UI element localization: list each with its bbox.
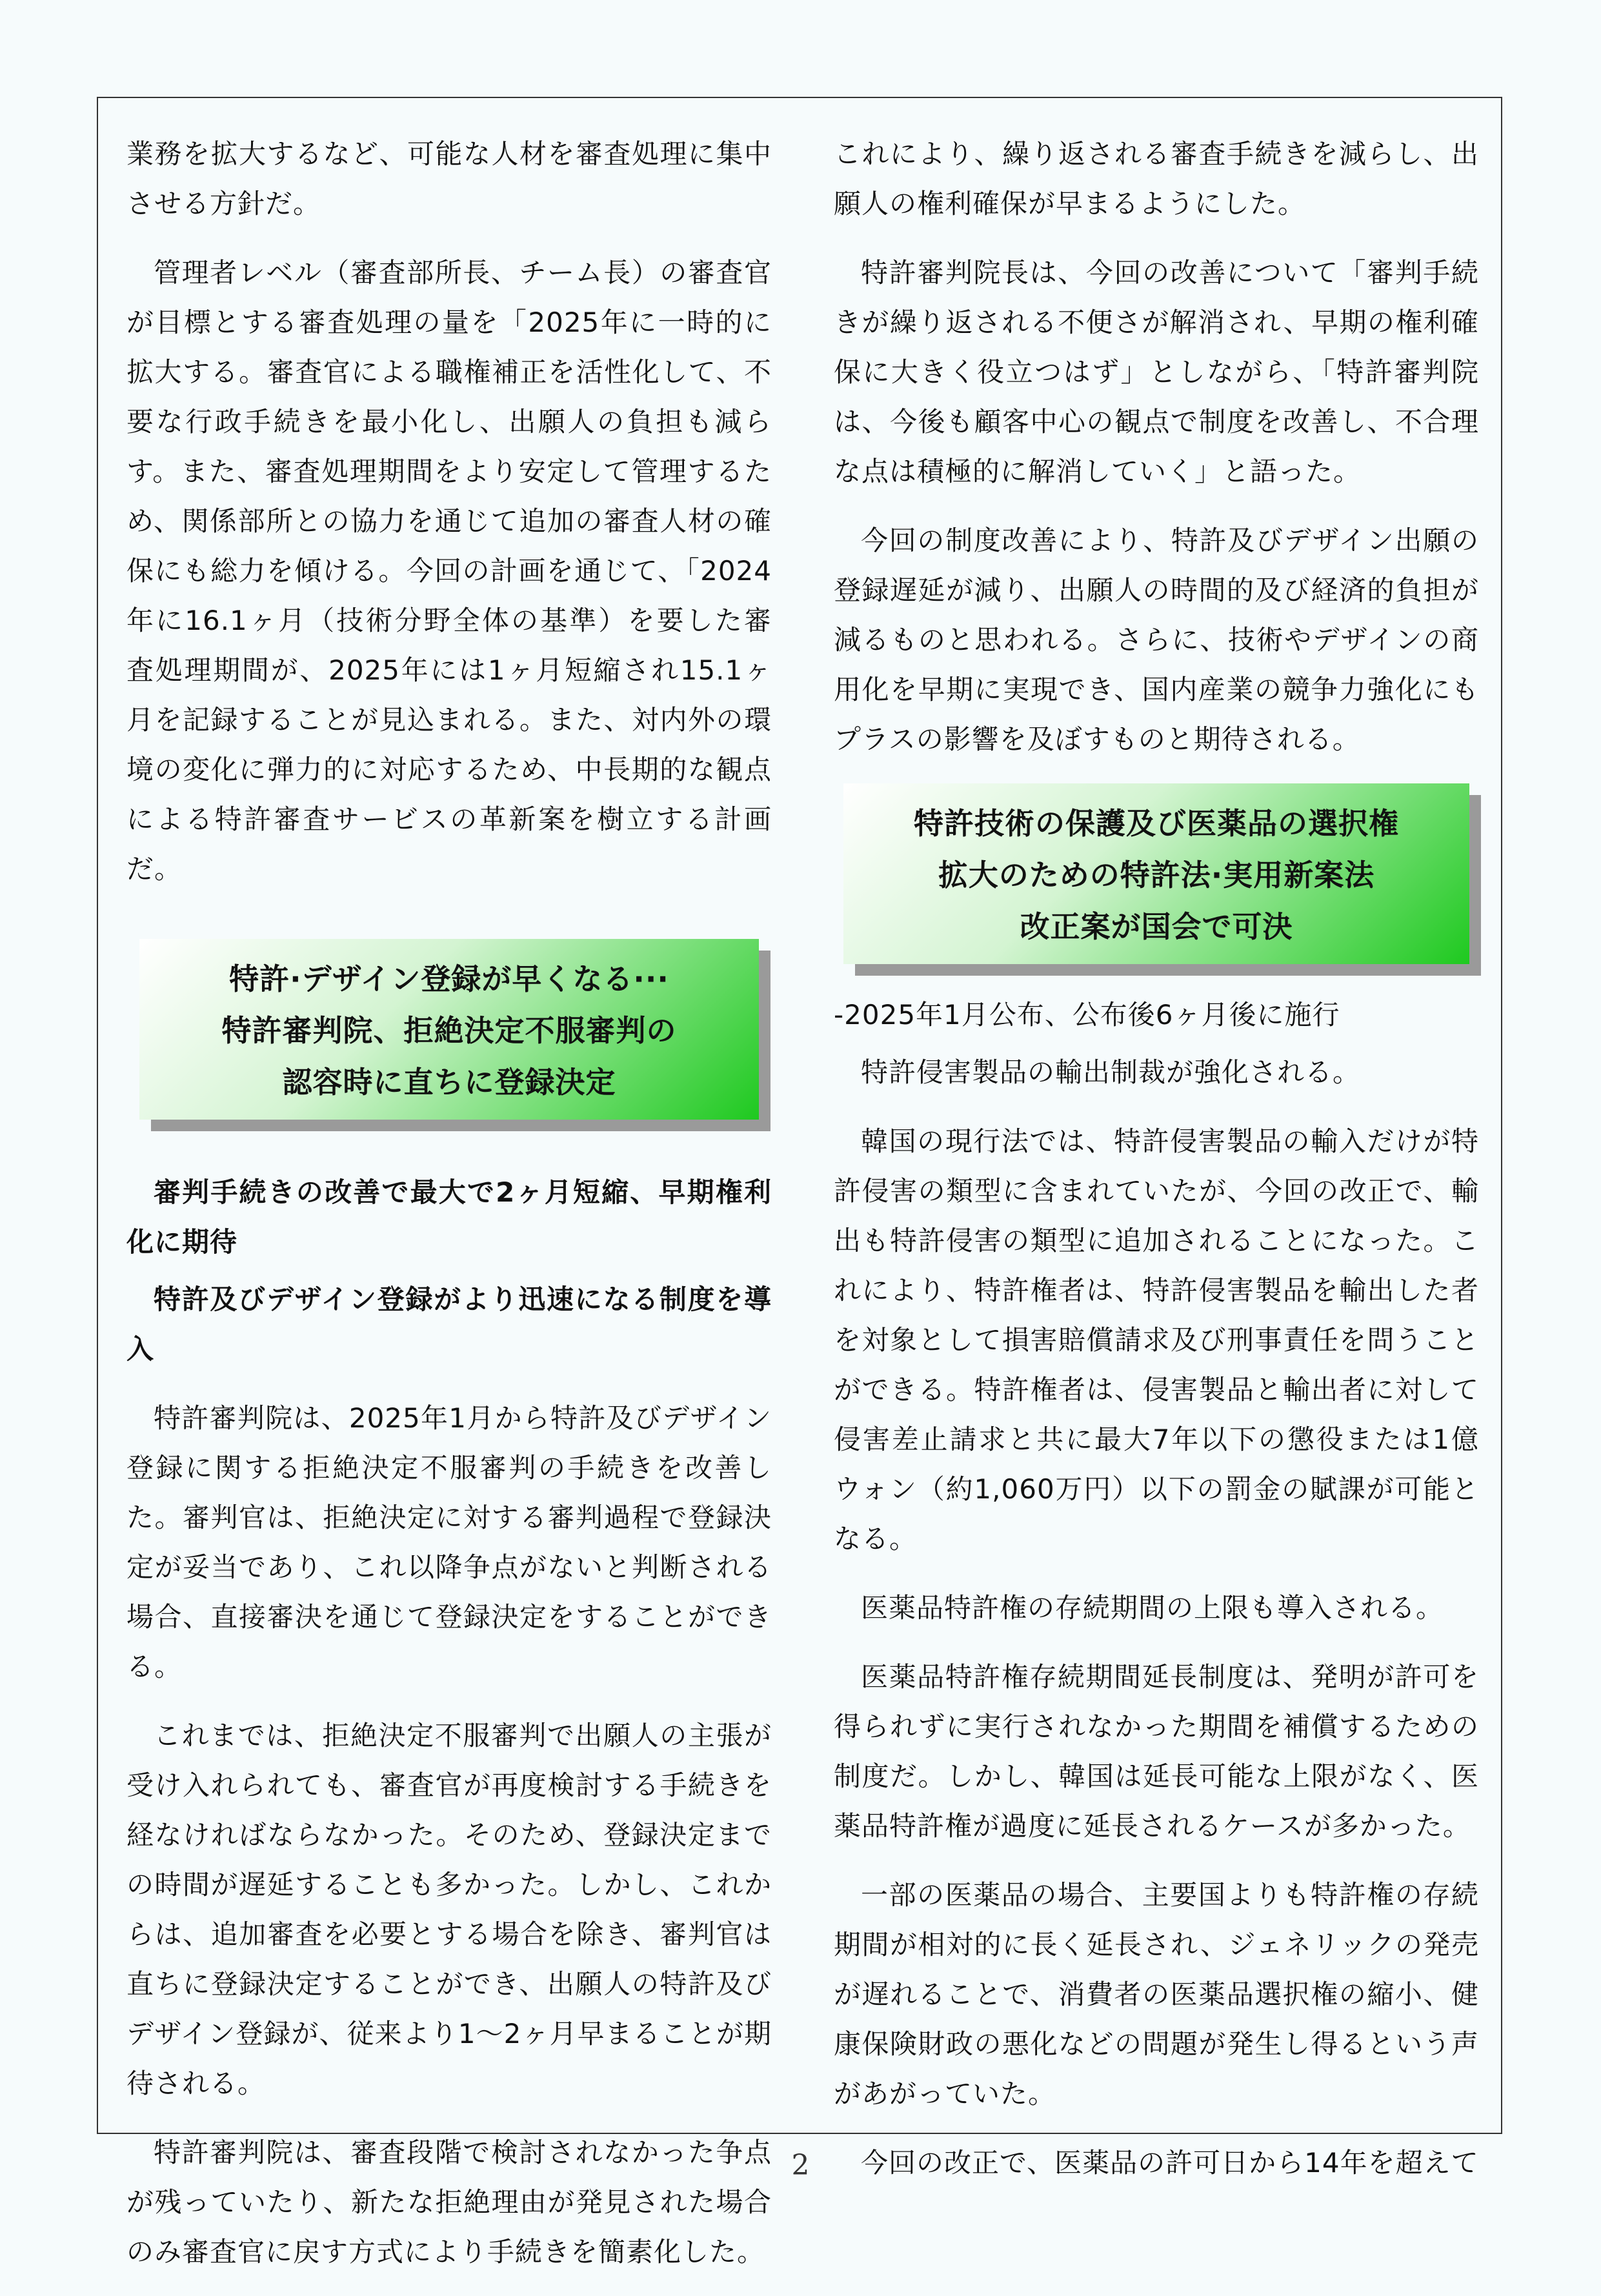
- section-heading-line: 特許技術の保護及び医薬品の選択権: [914, 806, 1399, 841]
- left-paragraph: 管理者レベル（審査部所長、チーム長）の審査官が目標とする審査処理の量を「2025年に一時的に拡大する。審査官による職権補正を活性化して、不要な行政手続きを最小化し、出願人の負担も減らす。また、審査処理期間をより安定して管理するため、関係部所との協力を通じて追加の審査人材の確保にも総力を傾ける。今回の計画を通じて、「2024年に16.1ヶ月（技術分野全体の基準）を要した審査処理期間が、2025年には1ヶ月短縮され15.1ヶ月を記録することが見込まれる。また、対内外の環境の変化に弾力的に対応するため、中長期的な観点による特許審査サービスの革新案を樹立する計画だ。: [126, 257, 772, 885]
- left-column: [126, 129, 772, 2296]
- section-heading-line: 改正案が国会で可決: [1020, 909, 1293, 944]
- section-heading-line: 特許·デザイン登録が早くなる···: [229, 962, 669, 996]
- section-heading-line: 特許審判院、拒絶決定不服審判の: [221, 1013, 677, 1048]
- right-paragraph: 特許審判院長は、今回の改善について「審判手続きが繰り返される不便さが解消され、早期の権利確保に大きく役立つはず」としながら、「特許審判院は、今後も顧客中心の観点で制度を改善し、不合理な点は積極的に解消していく」と語った。: [834, 257, 1479, 487]
- section-heading-line: 拡大のための特許法·実用新案法: [938, 858, 1375, 892]
- right-paragraph: 特許侵害製品の輸出制裁が強化される。: [861, 1056, 1361, 1088]
- section-heading-box: [139, 939, 759, 1120]
- subline: -2025年1月公布、公布後6ヶ月後に施行: [834, 999, 1340, 1031]
- subheading: 審判手続きの改善で最大で2ヶ月短縮、早期権利化に期待: [126, 1176, 772, 1258]
- subheading: 特許及びデザイン登録がより迅速になる制度を導入: [126, 1284, 772, 1365]
- section-heading-box: [843, 783, 1469, 964]
- right-paragraph: 今回の改正で、医薬品の許可日から14年を超えて: [861, 2147, 1479, 2179]
- page-number: 2: [791, 2149, 810, 2182]
- right-paragraph: 韓国の現行法では、特許侵害製品の輸入だけが特許侵害の類型に含まれていたが、今回の改正で、輸出も特許侵害の類型に追加されることになった。これにより、特許権者は、特許侵害製品を輸出した者を対象として損害賠償請求及び刑事責任を問うことができる。特許権者は、侵害製品と輸出者に対して侵害差止請求と共に最大7年以下の懲役または1億ウォン（約1,060万円）以下の罰金の賦課が可能となる。: [834, 1125, 1479, 1555]
- right-paragraph: 医薬品特許権の存続期間の上限も導入される。: [861, 1592, 1444, 1624]
- left-paragraph: 特許審判院は、審査段階で検討されなかった争点が残っていたり、新たな拒絶理由が発見された場合のみ審査官に戻す方式により手続きを簡素化した。: [126, 2137, 772, 2268]
- page-frame: [97, 97, 1502, 2268]
- right-paragraph: これにより、繰り返される審査手続きを減らし、出願人の権利確保が早まるようにした。: [834, 138, 1479, 219]
- left-paragraph: 特許審判院は、2025年1月から特許及びデザイン登録に関する拒絶決定不服審判の手続きを改善した。審判官は、拒絶決定に対する審判過程で登録決定が妥当であり、これ以降争点がないと判断される場合、直接審決を通じて登録決定をすることができる。: [126, 1402, 772, 1682]
- right-paragraph: 一部の医薬品の場合、主要国よりも特許権の存続期間が相対的に長く延長され、ジェネリックの発売が遅れることで、消費者の医薬品選択権の縮小、健康保険財政の悪化などの問題が発生し得るという声があがっていた。: [834, 1879, 1479, 2110]
- section-heading-line: 認容時に直ちに登録決定: [282, 1065, 616, 1100]
- left-paragraph: 業務を拡大するなど、可能な人材を審査処理に集中させる方針だ。: [126, 138, 772, 219]
- right-column: [834, 129, 1479, 2207]
- right-paragraph: 医薬品特許権存続期間延長制度は、発明が許可を得られずに実行されなかった期間を補償するための制度だ。しかし、韓国は延長可能な上限がなく、医薬品特許権が過度に延長されるケースが多かった。: [834, 1661, 1479, 1842]
- right-paragraph: 今回の制度改善により、特許及びデザイン出願の登録遅延が減り、出願人の時間的及び経済的負担が減るものと思われる。さらに、技術やデザインの商用化を早期に実現でき、国内産業の競争力強化にもプラスの影響を及ぼすものと期待される。: [834, 525, 1479, 755]
- left-paragraph: これまでは、拒絶決定不服審判で出願人の主張が受け入れられても、審査官が再度検討する手続きを経なければならなかった。そのため、登録決定までの時間が遅延することも多かった。しかし、これからは、追加審査を必要とする場合を除き、審判官は直ちに登録決定することができ、出願人の特許及びデザイン登録が、従来より1〜2ヶ月早まることが期待される。: [126, 1720, 772, 2099]
